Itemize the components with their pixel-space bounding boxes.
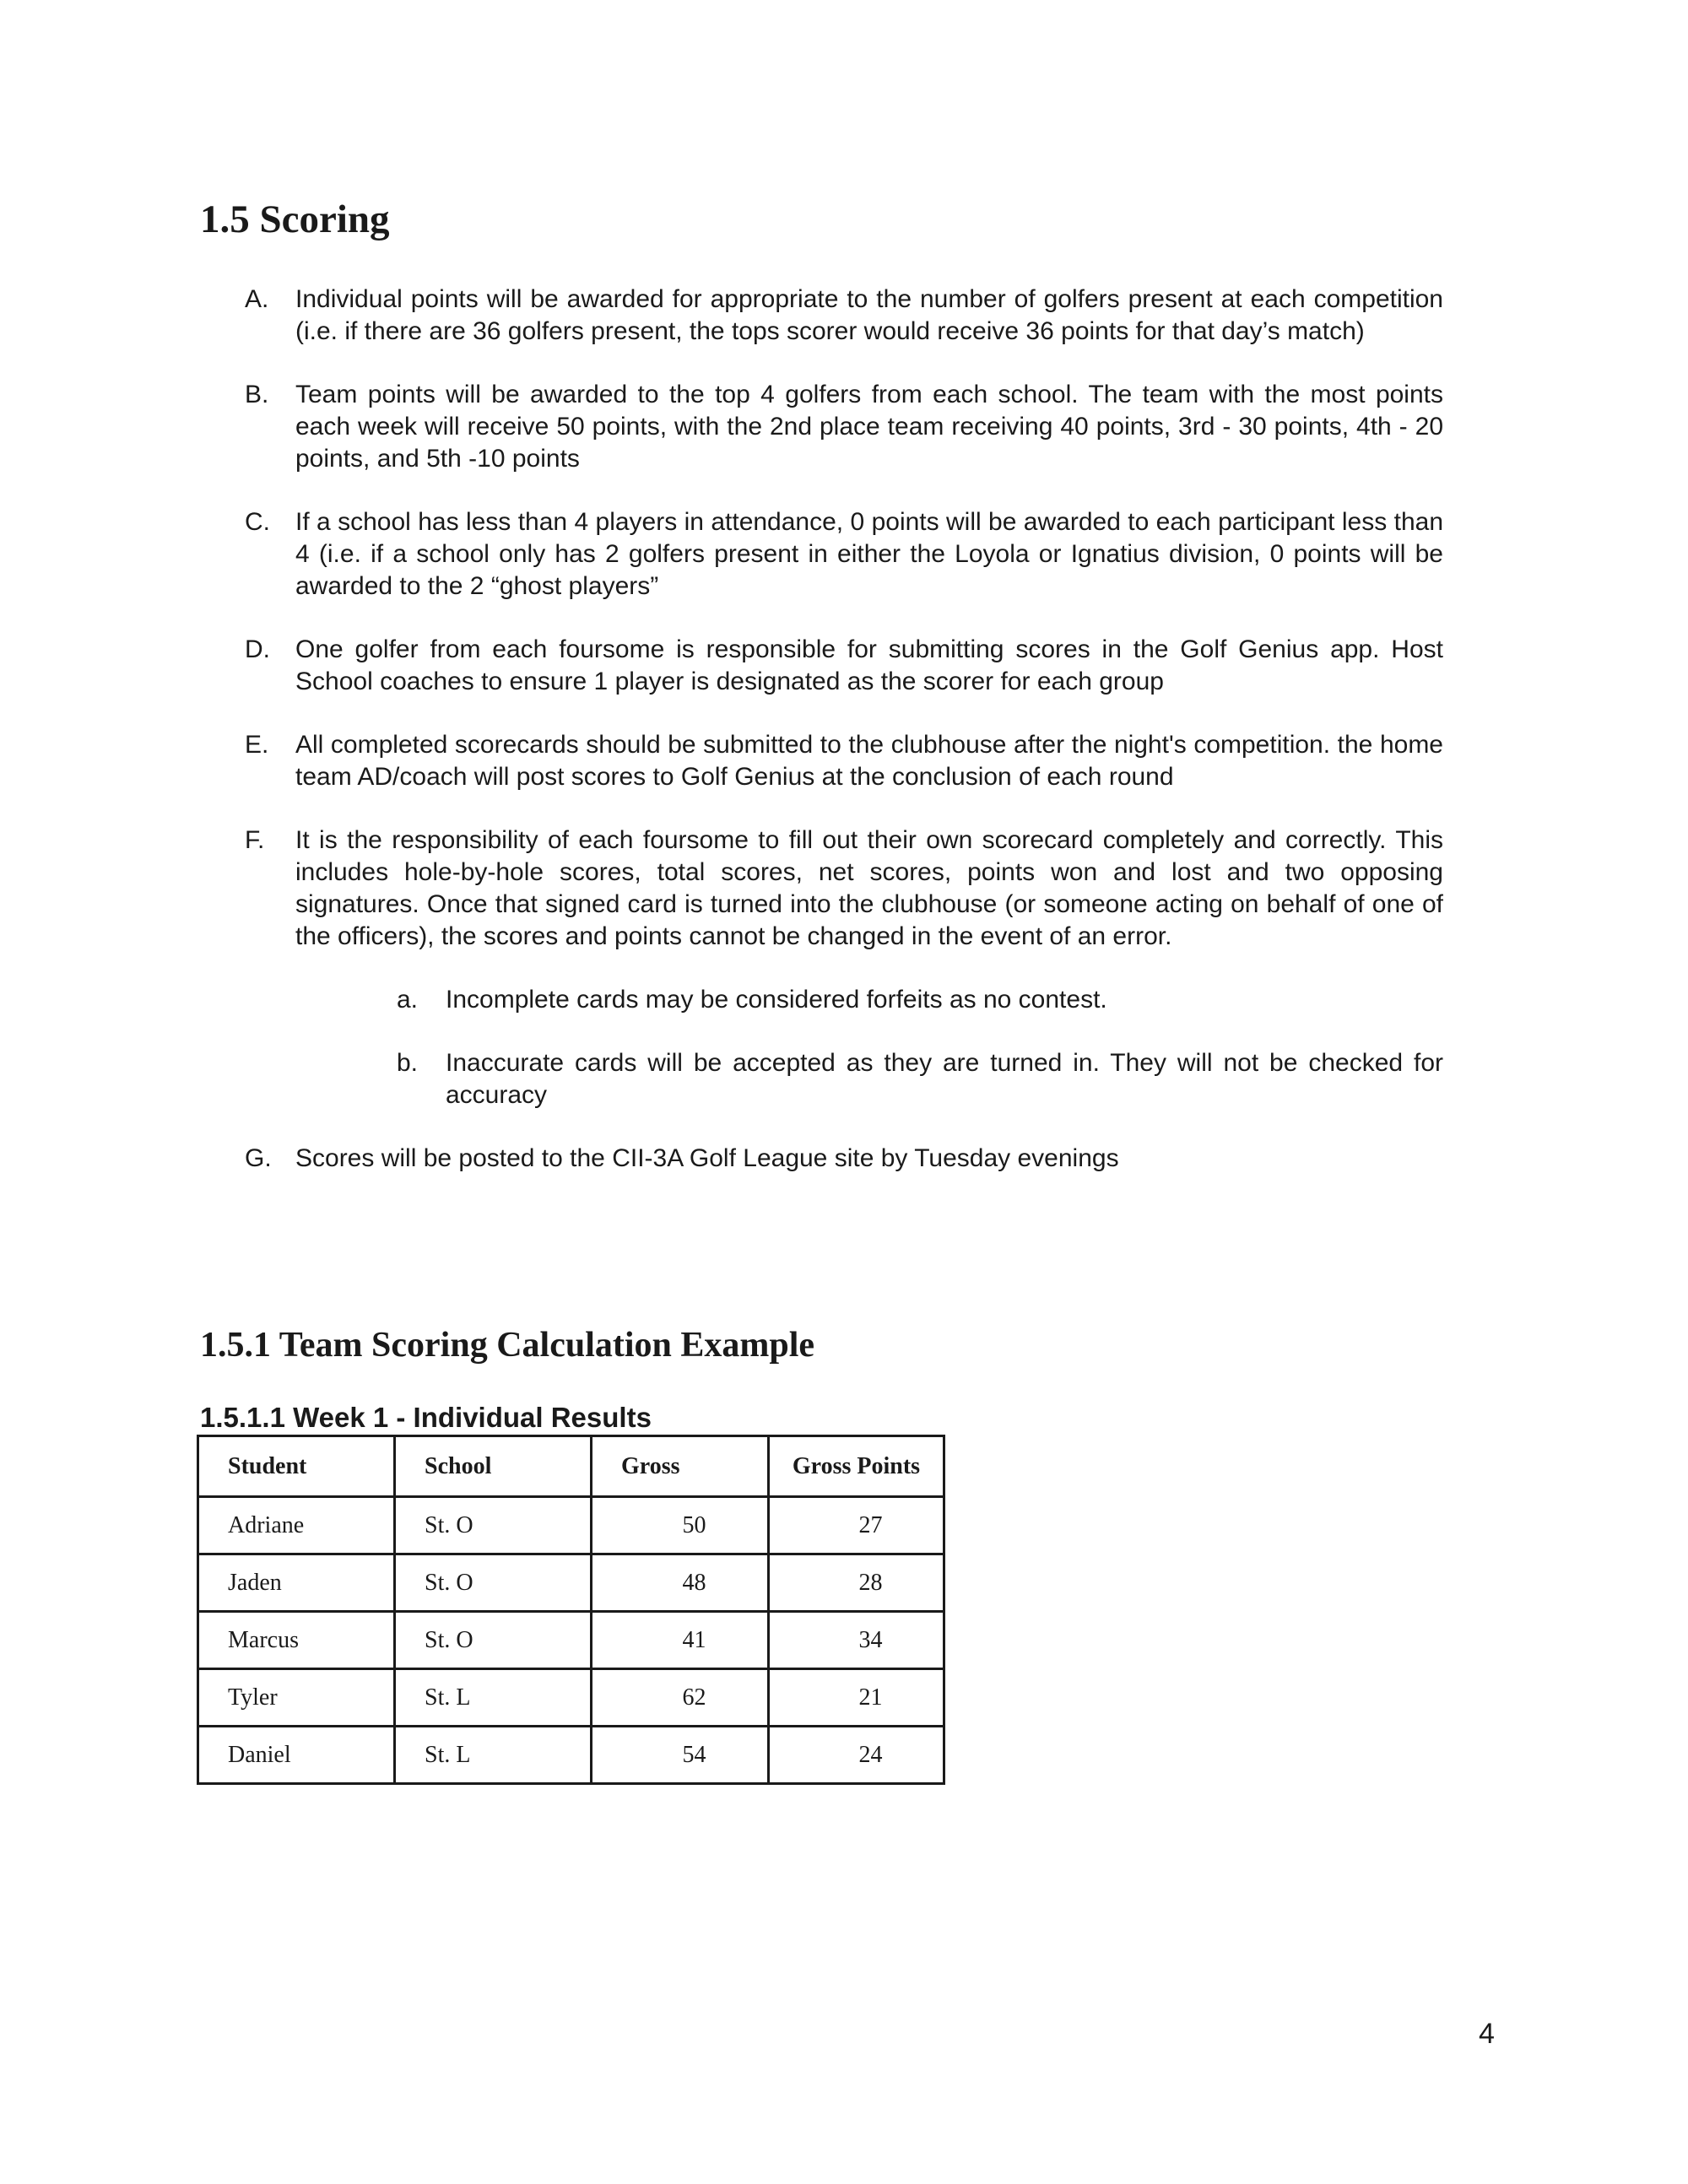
list-item bbox=[245, 729, 1443, 793]
list-item bbox=[245, 284, 1443, 348]
school-cell: St. O bbox=[395, 1554, 592, 1612]
sub-list-item-text: Inaccurate cards will be accepted as they are turned in. They will not be checked for accuracy bbox=[446, 1049, 1443, 1109]
gross-cell: 41 bbox=[592, 1612, 769, 1669]
student-cell: Adriane bbox=[198, 1497, 395, 1554]
gross-cell: 50 bbox=[592, 1497, 769, 1554]
student-cell: Tyler bbox=[198, 1669, 395, 1727]
gross-cell: 54 bbox=[592, 1727, 769, 1784]
section-heading: 1.5 Scoring bbox=[200, 197, 390, 241]
list-item bbox=[245, 824, 1443, 1111]
gross-points-cell: 34 bbox=[769, 1612, 944, 1669]
sub-list-marker: a. bbox=[397, 986, 419, 1014]
list-marker: G. bbox=[245, 1144, 272, 1172]
school-cell: St. L bbox=[395, 1727, 592, 1784]
sub-list-marker: b. bbox=[397, 1049, 419, 1077]
column-header: Gross bbox=[592, 1436, 769, 1497]
table-row bbox=[198, 1727, 944, 1784]
table-row bbox=[198, 1612, 944, 1669]
gross-cell: 62 bbox=[592, 1669, 769, 1727]
list-marker: E. bbox=[245, 731, 269, 759]
student-cell: Daniel bbox=[198, 1727, 395, 1784]
list-item bbox=[245, 506, 1443, 603]
list-item-text: One golfer from each foursome is responsible for submitting scores in the Golf Genius app. Host School coaches to ensure 1 player is designated as the scorer for each group bbox=[295, 635, 1443, 695]
sub-list bbox=[295, 984, 1443, 1111]
school-cell: St. L bbox=[395, 1669, 592, 1727]
list-marker: D. bbox=[245, 635, 270, 663]
column-header: School bbox=[395, 1436, 592, 1497]
column-header: Gross Points bbox=[769, 1436, 944, 1497]
gross-points-cell: 21 bbox=[769, 1669, 944, 1727]
list-item-text: If a school has less than 4 players in attendance, 0 points will be awarded to each participant less than 4 (i.e. if a school only has 2 golfers present in either the Loyola or Ignatius division, 0 points will be awarded to the 2 “ghost players” bbox=[295, 508, 1443, 600]
list-marker: F. bbox=[245, 826, 265, 854]
school-cell: St. O bbox=[395, 1612, 592, 1669]
gross-points-cell: 27 bbox=[769, 1497, 944, 1554]
list-item bbox=[245, 634, 1443, 698]
list-item-text: Scores will be posted to the CII-3A Golf League site by Tuesday evenings bbox=[295, 1144, 1119, 1172]
table-row bbox=[198, 1554, 944, 1612]
list-marker: B. bbox=[245, 381, 269, 408]
list-marker: C. bbox=[245, 508, 270, 536]
list-item-text: Individual points will be awarded for appropriate to the number of golfers present at each competition (i.e. if there are 36 golfers present, the tops scorer would receive 36 points for that day’s match) bbox=[295, 285, 1443, 345]
list-item-text: All completed scorecards should be submitted to the clubhouse after the night's competition. the home team AD/coach will post scores to Golf Genius at the conclusion of each round bbox=[295, 731, 1443, 791]
table-row bbox=[198, 1497, 944, 1554]
school-cell: St. O bbox=[395, 1497, 592, 1554]
individual-results-table bbox=[197, 1435, 945, 1785]
gross-points-cell: 24 bbox=[769, 1727, 944, 1784]
scoring-rules-list bbox=[245, 284, 1443, 1175]
list-item-text: It is the responsibility of each foursome to fill out their own scorecard completely and correctly. This includes hole-by-hole scores, total scores, net scores, points won and lost and two opposing signatures. Once that signed card is turned into the clubhouse (or someone acting on behalf of one of the officers), the scores and points cannot be changed in the event of an error. bbox=[295, 826, 1443, 950]
list-marker: A. bbox=[245, 285, 269, 313]
list-item bbox=[245, 379, 1443, 475]
table-header-row bbox=[198, 1436, 944, 1497]
gross-cell: 48 bbox=[592, 1554, 769, 1612]
table-heading: 1.5.1.1 Week 1 - Individual Results bbox=[200, 1402, 652, 1433]
student-cell: Marcus bbox=[198, 1612, 395, 1669]
student-cell: Jaden bbox=[198, 1554, 395, 1612]
list-item bbox=[245, 1143, 1443, 1175]
sub-list-item bbox=[397, 1047, 1443, 1111]
sub-list-item bbox=[397, 984, 1443, 1016]
column-header: Student bbox=[198, 1436, 395, 1497]
table-row bbox=[198, 1669, 944, 1727]
subsection-heading: 1.5.1 Team Scoring Calculation Example bbox=[200, 1326, 815, 1365]
list-item-text: Team points will be awarded to the top 4 golfers from each school. The team with the most points each week will receive 50 points, with the 2nd place team receiving 40 points, 3rd - 30 points, 4th - 20 points, and 5th -10 points bbox=[295, 381, 1443, 473]
gross-points-cell: 28 bbox=[769, 1554, 944, 1612]
page-number: 4 bbox=[1479, 2018, 1495, 2050]
sub-list-item-text: Incomplete cards may be considered forfeits as no contest. bbox=[446, 986, 1107, 1014]
